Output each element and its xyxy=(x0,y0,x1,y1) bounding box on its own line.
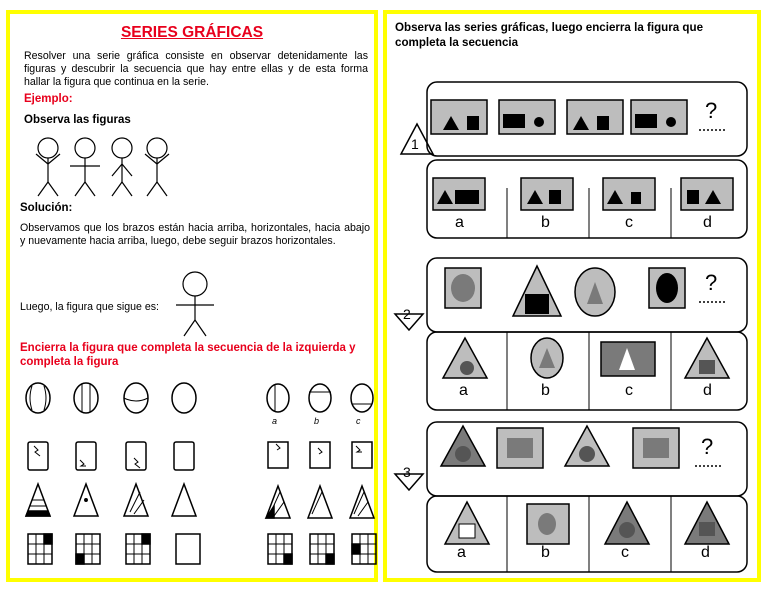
p3-option-d[interactable]: d xyxy=(701,544,710,561)
stick-figures-sequence xyxy=(30,134,180,204)
question-mark-2: ? xyxy=(705,270,718,295)
p1-option-c[interactable]: c xyxy=(625,214,633,231)
right-worksheet-panel xyxy=(383,10,761,582)
problem-number-1: 1 xyxy=(411,136,419,152)
answer-stick-figure xyxy=(170,270,230,342)
solution-label: Solución: xyxy=(20,202,73,214)
p2-option-c[interactable]: c xyxy=(625,382,633,399)
option-label-c: c xyxy=(356,416,361,426)
example-label: Ejemplo: xyxy=(24,93,73,105)
next-figure-text: Luego, la figura que sigue es: xyxy=(20,301,159,313)
series-problems xyxy=(387,14,757,579)
p3-option-b[interactable]: b xyxy=(541,544,550,561)
intro-paragraph: Resolver una serie gráfica consiste en observar detenidamente las figuras y descubrir la secuencia que hay entre ellas y de esta forma hallar la figura que continua en la serie. xyxy=(24,50,368,89)
p2-option-d[interactable]: d xyxy=(703,382,712,399)
question-mark-1: ? xyxy=(705,98,718,123)
solution-text: Observamos que los brazos están hacia arriba, horizontales, hacia abajo y nuevamente hacia arriba, luego, debe seguir brazos horizontales. xyxy=(20,222,370,248)
left-exercise-grid xyxy=(10,374,374,584)
p3-option-c[interactable]: c xyxy=(621,544,629,561)
observe-label: Observa las figuras xyxy=(24,114,131,126)
right-title: Observa las series gráficas, luego encierra la figura que completa la secuencia xyxy=(395,21,704,49)
problem-number-3: 3 xyxy=(403,464,411,480)
p2-option-b[interactable]: b xyxy=(541,382,550,399)
page-title: SERIES GRÁFICAS xyxy=(120,24,264,41)
p2-option-a[interactable]: a xyxy=(459,382,468,399)
option-label-a: a xyxy=(272,416,278,426)
left-worksheet-panel xyxy=(6,10,378,582)
problem-number-2: 2 xyxy=(403,306,411,322)
exercise-title: Encierra la figura que completa la secuencia de la izquierda y completa la figura xyxy=(20,342,356,368)
p1-option-b[interactable]: b xyxy=(541,214,550,231)
p3-option-a[interactable]: a xyxy=(457,544,466,561)
question-mark-3: ? xyxy=(701,434,714,459)
p1-option-a[interactable]: a xyxy=(455,214,464,231)
option-label-b: b xyxy=(314,416,320,426)
p1-option-d[interactable]: d xyxy=(703,214,712,231)
